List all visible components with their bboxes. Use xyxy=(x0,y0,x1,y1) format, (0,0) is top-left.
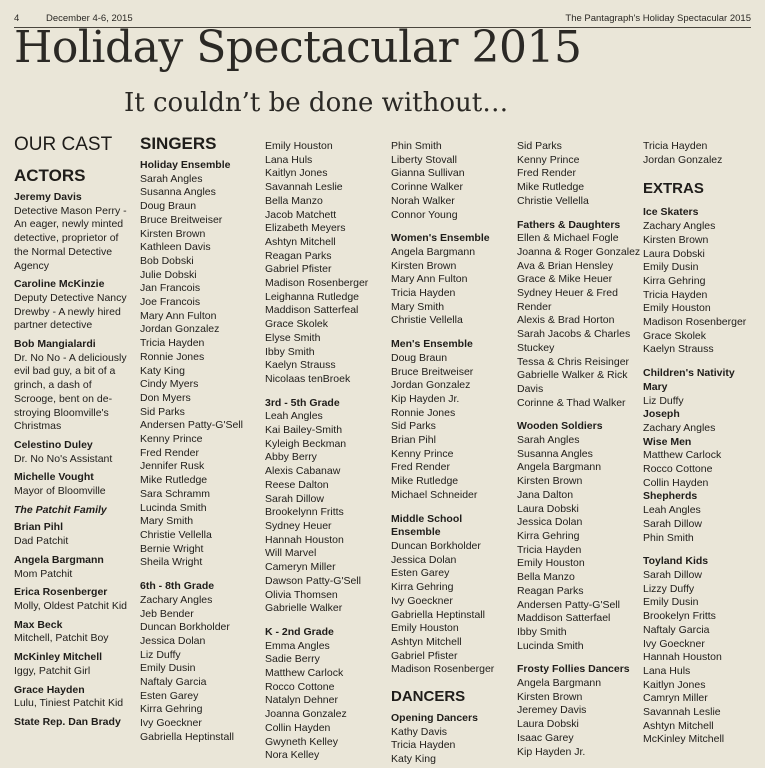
actor-entry xyxy=(14,684,132,711)
cast-member-name: Esten Garey xyxy=(391,567,450,580)
cast-member-name: Kenny Prince xyxy=(517,153,580,166)
cast-member-name: Christie Vellella xyxy=(391,314,463,327)
page-subhead: It couldn’t be done without… xyxy=(124,88,509,118)
cast-member-name: Nicolaas tenBroek xyxy=(265,372,351,385)
cast-member-name: Lana Huls xyxy=(265,153,313,166)
ice-skaters-list xyxy=(643,220,761,357)
cast-member-name: Gabriel Pfister xyxy=(391,649,458,662)
cast-member-name: Emily Dusin xyxy=(643,596,699,609)
toyland-kids-title: Toyland Kids xyxy=(643,555,709,568)
cast-member-name: Bob Dobski xyxy=(140,254,194,267)
cast-member-name: Jessica Dolan xyxy=(517,516,583,529)
cast-member-name: Abby Berry xyxy=(265,451,317,464)
holiday-ensemble-title: Holiday Ensemble xyxy=(140,159,231,171)
cast-member-name: Will Marvel xyxy=(265,547,317,560)
actor-entry xyxy=(14,191,132,273)
cast-member-name: Jacob Matchett xyxy=(265,208,337,221)
cast-member-name: Duncan Borkholder xyxy=(391,539,481,552)
cast-member-name: Alexis Cabanaw xyxy=(265,465,341,478)
cast-member-name: Reese Dalton xyxy=(265,478,329,491)
actor-name: Brian Pihl xyxy=(14,521,64,534)
cast-member-name: Christie Vellella xyxy=(517,194,589,207)
column-dancers xyxy=(517,140,641,759)
frosty-follies-title: Frosty Follies Dancers xyxy=(517,663,630,676)
grade-6-8-list xyxy=(140,594,258,745)
middle-school-ensemble-list xyxy=(391,540,511,677)
cast-member-name: Bernie Wright xyxy=(140,542,204,555)
cast-member-name: Kirra Gehring xyxy=(517,529,580,542)
cast-member-name: Leighanna Rutledge xyxy=(265,290,359,303)
nativity-role-title: Joseph xyxy=(643,408,680,421)
cast-member-name: Grace Skolek xyxy=(643,329,707,342)
cast-member-name: Gabrielle Walker & Rick xyxy=(517,369,628,382)
actor-role: Iggy, Patchit Girl xyxy=(14,664,91,677)
cast-member-name: Savannah Leslie xyxy=(265,181,343,194)
nativity-role-title: Mary xyxy=(643,380,668,393)
cast-member-name: Mary Smith xyxy=(391,300,445,313)
frosty-follies-list xyxy=(517,677,635,759)
cast-member-name: Isaac Garey xyxy=(517,731,574,744)
cast-member-name: Fred Render xyxy=(391,461,450,474)
cast-member-name: Render xyxy=(517,300,552,313)
cast-member-name: Sarah Dillow xyxy=(643,568,702,581)
patchit-family-list xyxy=(14,521,132,710)
cast-member-name: Alexis & Brad Horton xyxy=(517,314,615,327)
cast-member-name: Kirsten Brown xyxy=(517,690,583,703)
actor-name: Max Beck xyxy=(14,618,63,631)
column-singers-b xyxy=(265,140,385,763)
cast-member-name: Julie Dobski xyxy=(140,268,197,281)
nativity-roles xyxy=(643,381,761,545)
column-actors xyxy=(14,134,132,730)
patchit-family-title: The Patchit Family xyxy=(14,503,107,516)
actor-name: Celestino Duley xyxy=(14,438,93,451)
cast-member-name: Ivy Goeckner xyxy=(140,717,202,730)
cast-member-name: Ibby Smith xyxy=(265,345,315,358)
dancers-title: DANCERS xyxy=(391,688,466,706)
cast-member-name: Liz Duffy xyxy=(140,648,181,661)
cast-member-name: Tricia Hayden xyxy=(391,287,456,300)
actor-role: Detective Mason Perry - An eager, newly minted detective, proprietor of the Normal Detective Agency xyxy=(14,204,127,272)
cast-member-name: Christie Vellella xyxy=(140,528,212,541)
cast-member-name: Kirra Gehring xyxy=(643,274,706,287)
cast-member-name: Kirsten Brown xyxy=(517,475,583,488)
issue-date: December 4-6, 2015 xyxy=(46,13,133,24)
cast-member-name: Ivy Goeckner xyxy=(391,594,453,607)
cast-member-name: Elyse Smith xyxy=(265,331,321,344)
cast-member-name: Grace Skolek xyxy=(265,318,329,331)
cast-member-name: Kirsten Brown xyxy=(140,227,206,240)
cast-member-name: Leah Angles xyxy=(265,410,323,423)
cast-member-name: Laura Dobski xyxy=(517,502,579,515)
cast-member-name: Natalyn Dehner xyxy=(265,694,338,707)
cast-member-name: Norah Walker xyxy=(391,194,455,207)
grade-k-2-title: K - 2nd Grade xyxy=(265,625,334,638)
cast-member-name: Liberty Stovall xyxy=(391,153,457,166)
holiday-ensemble-list-cont xyxy=(391,140,511,222)
cast-member-name: Duncan Borkholder xyxy=(140,621,230,634)
cast-member-name: Andersen Patty-G'Sell xyxy=(517,598,620,611)
cast-member-name: Sid Parks xyxy=(391,420,436,433)
actor-name: Michelle Vought xyxy=(14,471,94,484)
cast-member-name: Mary Smith xyxy=(140,515,194,528)
cast-member-name: Sid Parks xyxy=(140,405,185,418)
wooden-soldiers-title: Wooden Soldiers xyxy=(517,420,603,433)
actor-entry xyxy=(14,278,132,333)
publication-name: The Pantagraph's Holiday Spectacular 2015 xyxy=(565,13,751,24)
cast-member-name: Sadie Berry xyxy=(265,653,320,666)
cast-member-name: Phin Smith xyxy=(391,140,442,152)
cast-member-name: Esten Garey xyxy=(140,689,199,702)
cast-member-name: Katy King xyxy=(140,364,185,377)
cast-member-name: Gianna Sullivan xyxy=(391,167,465,180)
nativity-role-title: Shepherds xyxy=(643,490,698,503)
cast-member-name: Kyleigh Beckman xyxy=(265,437,347,450)
cast-member-name: Angela Bargmann xyxy=(517,461,602,474)
cast-member-name: Rocco Cottone xyxy=(643,463,713,476)
cast-member-name: Lucinda Smith xyxy=(140,501,207,514)
cast-title: OUR CAST xyxy=(14,134,113,155)
cast-member-name: Mike Rutledge xyxy=(140,474,208,487)
actor-role: Molly, Oldest Patchit Kid xyxy=(14,599,128,612)
cast-member-name: Jeremey Davis xyxy=(517,704,587,717)
cast-member-name: Emily Houston xyxy=(517,557,585,570)
cast-member-name: Sydney Heuer & Fred xyxy=(517,287,618,300)
cast-member-name: Ashtyn Mitchell xyxy=(643,719,714,732)
cast-member-name: Brookelyn Fritts xyxy=(643,610,716,623)
cast-member-name: Emily Dusin xyxy=(643,261,699,274)
cast-member-name: Elizabeth Meyers xyxy=(265,222,346,235)
actor-name: McKinley Mitchell xyxy=(14,651,103,664)
cast-member-name: Brookelynn Fritts xyxy=(265,506,344,519)
cast-member-name: Ronnie Jones xyxy=(140,350,205,363)
toyland-kids-list xyxy=(643,569,761,747)
fathers-daughters-list xyxy=(517,232,641,410)
actor-entry xyxy=(14,586,132,613)
cast-member-name: Sarah Angles xyxy=(517,434,580,447)
cast-member-name: Sarah Dillow xyxy=(643,517,702,530)
cast-member-name: Susanna Angles xyxy=(140,186,216,199)
cast-member-name: Collin Hayden xyxy=(265,721,331,734)
cast-member-name: Zachary Angles xyxy=(140,593,213,606)
cast-member-name: Joe Francois xyxy=(140,296,201,309)
cast-member-name: Hannah Houston xyxy=(643,651,722,664)
grade-3-5-title: 3rd - 5th Grade xyxy=(265,396,340,409)
cast-member-name: Katy King xyxy=(391,753,436,766)
cast-member-name: Fred Render xyxy=(517,167,576,180)
cast-member-name: Madison Rosenberger xyxy=(265,277,369,290)
middle-school-ensemble-title: Middle School Ensemble xyxy=(391,512,463,539)
cast-member-name: Ava & Brian Hensley xyxy=(517,259,614,272)
extras-title: EXTRAS xyxy=(643,180,704,198)
actors-title: ACTORS xyxy=(14,166,86,185)
cast-member-name: Emma Angles xyxy=(265,639,330,652)
grade-6-8-title: 6th - 8th Grade xyxy=(140,580,215,593)
cast-member-name: Kirra Gehring xyxy=(391,581,454,594)
cast-member-name: Stuckey xyxy=(517,341,555,354)
actor-name: Angela Bargmann xyxy=(14,553,104,566)
cast-member-name: Brian Pihl xyxy=(391,434,436,447)
ice-skaters-title: Ice Skaters xyxy=(643,206,699,219)
cast-member-name: Dawson Patty-G'Sell xyxy=(265,574,361,587)
cast-member-name: Jana Dalton xyxy=(517,488,574,501)
cast-member-name: Nora Kelley xyxy=(265,749,320,762)
cast-member-name: Joanna & Roger Gonzalez xyxy=(517,245,641,258)
cast-member-name: Kaelyn Strauss xyxy=(643,343,714,356)
cast-member-name: Tricia Hayden xyxy=(643,288,708,301)
cast-member-name: Grace & Mike Heuer xyxy=(517,273,613,286)
cast-member-name: Bella Manzo xyxy=(517,571,575,584)
cast-member-name: Gabriella Heptinstall xyxy=(391,608,485,621)
cast-member-name: Tricia Hayden xyxy=(517,543,582,556)
cast-member-name: Naftaly Garcia xyxy=(140,676,207,689)
cast-member-name: Gabriel Pfister xyxy=(265,263,332,276)
cast-member-name: Leah Angles xyxy=(643,504,701,517)
cast-member-name: Jordan Gonzalez xyxy=(391,379,471,392)
cast-member-name: Madison Rosenberger xyxy=(391,663,495,676)
cast-member-name: Sid Parks xyxy=(517,140,562,152)
cast-member-name: Rocco Cottone xyxy=(265,680,335,693)
opening-dancers-title: Opening Dancers xyxy=(391,712,478,725)
cast-member-name: Kaitlyn Jones xyxy=(643,678,706,691)
cast-member-name: Maddison Satterfeal xyxy=(265,304,359,317)
cast-member-name: Jennifer Rusk xyxy=(140,460,205,473)
cast-member-name: Bruce Breitweiser xyxy=(391,365,474,378)
nativity-role-title: Wise Men xyxy=(643,435,692,448)
cast-member-name: Tricia Hayden xyxy=(643,140,708,152)
cast-member-name: Mike Rutledge xyxy=(391,475,459,488)
cast-member-name: Emily Houston xyxy=(391,622,459,635)
cast-member-name: Mike Rutledge xyxy=(517,181,585,194)
column-singers-a xyxy=(140,134,258,745)
cast-member-name: Ibby Smith xyxy=(517,625,567,638)
holiday-ensemble-list-cont xyxy=(265,140,385,387)
cast-member-name: Olivia Thomsen xyxy=(265,588,338,601)
actor-entry xyxy=(14,651,132,678)
column-extras xyxy=(643,140,761,747)
cast-member-name: Corinne Walker xyxy=(391,181,463,194)
cast-member-name: Zachary Angles xyxy=(643,421,716,434)
cast-member-name: Sara Schramm xyxy=(140,487,211,500)
cast-member-name: Kai Bailey-Smith xyxy=(265,424,343,437)
cast-member-name: Jordan Gonzalez xyxy=(643,153,723,166)
cast-member-name: Susanna Angles xyxy=(517,447,593,460)
cast-member-name: Michael Schneider xyxy=(391,488,478,501)
cast-member-name: Jeb Bender xyxy=(140,607,194,620)
cast-member-name: Kirsten Brown xyxy=(643,233,709,246)
column-singers-c xyxy=(391,140,511,767)
state-rep: State Rep. Dan Brady xyxy=(14,715,121,728)
cast-member-name: Hannah Houston xyxy=(265,533,344,546)
cast-member-name: Jan Francois xyxy=(140,282,201,295)
holiday-ensemble-list xyxy=(140,173,258,570)
actor-name: Grace Hayden xyxy=(14,683,85,696)
wooden-soldiers-list xyxy=(517,434,635,653)
cast-member-name: Lizzy Duffy xyxy=(643,582,695,595)
cast-member-name: Gabrielle Walker xyxy=(265,602,343,615)
actor-entry xyxy=(14,521,132,548)
cast-member-name: Camryn Miller xyxy=(643,692,708,705)
cast-member-name: Emily Houston xyxy=(265,140,333,152)
cast-member-name: Zachary Angles xyxy=(643,220,716,233)
cast-member-name: Corinne & Thad Walker xyxy=(517,396,626,409)
actors-list xyxy=(14,191,132,499)
cast-member-name: Sydney Heuer xyxy=(265,519,332,532)
cast-member-name: Kaitlyn Jones xyxy=(265,167,328,180)
cast-member-name: Don Myers xyxy=(140,391,191,404)
cast-member-name: Sarah Dillow xyxy=(265,492,324,505)
cast-member-name: Kirsten Brown xyxy=(391,259,457,272)
cast-member-name: Jessica Dolan xyxy=(140,634,206,647)
cast-member-name: Kirra Gehring xyxy=(140,703,203,716)
cast-member-name: Kathleen Davis xyxy=(140,241,211,254)
actor-entry xyxy=(14,439,132,466)
cast-member-name: Tricia Hayden xyxy=(140,337,205,350)
cast-member-name: Kenny Prince xyxy=(391,447,454,460)
cast-member-name: Reagan Parks xyxy=(265,249,332,262)
holiday-ensemble-list-cont xyxy=(643,140,761,167)
cast-member-name: Andersen Patty-G'Sell xyxy=(140,419,243,432)
holiday-ensemble-list-cont xyxy=(517,140,635,209)
cast-member-name: Naftaly Garcia xyxy=(643,623,710,636)
cast-member-name: Kenny Prince xyxy=(140,433,203,446)
cast-member-name: Liz Duffy xyxy=(643,394,684,407)
cast-member-name: Davis xyxy=(517,382,544,395)
actor-name: Bob Mangialardi xyxy=(14,338,96,351)
cast-member-name: Doug Braun xyxy=(391,351,448,364)
actor-role: Mayor of Bloomville xyxy=(14,485,106,498)
cast-member-name: Cindy Myers xyxy=(140,378,199,391)
cast-member-name: Kip Hayden Jr. xyxy=(517,745,586,758)
cast-member-name: Jordan Gonzalez xyxy=(140,323,220,336)
cast-member-name: Kip Hayden Jr. xyxy=(391,392,460,405)
cast-member-name: Mary Ann Fulton xyxy=(391,273,468,286)
cast-member-name: Doug Braun xyxy=(140,200,197,213)
cast-member-name: Angela Bargmann xyxy=(517,677,602,690)
cast-member-name: Sarah Angles xyxy=(140,172,203,185)
grade-k-2-list xyxy=(265,640,385,763)
cast-member-name: Angela Bargmann xyxy=(391,245,476,258)
cast-member-name: Ashtyn Mitchell xyxy=(265,235,336,248)
cast-member-name: Sheila Wright xyxy=(140,556,203,569)
grade-3-5-list xyxy=(265,410,385,616)
cast-member-name: Gabriella Heptinstall xyxy=(140,730,234,743)
cast-member-name: Gwyneth Kelley xyxy=(265,735,338,748)
cast-member-name: Sarah Jacobs & Charles xyxy=(517,328,631,341)
cast-member-name: Matthew Carlock xyxy=(643,449,722,462)
actor-role: Mitchell, Patchit Boy xyxy=(14,632,109,645)
cast-member-name: Connor Young xyxy=(391,208,458,221)
cast-member-name: Tessa & Chris Reisinger xyxy=(517,355,630,368)
actor-name: Caroline McKinzie xyxy=(14,278,105,291)
actor-role: Dr. No No - A deliciously evil bad guy, a bit of a grinch, a dash of Scrooge, bent on de-stroying Bloomville's Christmas xyxy=(14,351,127,433)
cast-member-name: Savannah Leslie xyxy=(643,706,721,719)
fathers-daughters-title: Fathers & Daughters xyxy=(517,218,621,231)
cast-member-name: Ronnie Jones xyxy=(391,406,456,419)
actor-entry xyxy=(14,619,132,646)
actor-role: Deputy Detective Nancy Drewby - A newly hired partner detective xyxy=(14,291,127,332)
actor-entry xyxy=(14,338,132,434)
cast-member-name: Reagan Parks xyxy=(517,584,584,597)
cast-member-name: Mary Ann Fulton xyxy=(140,309,217,322)
childrens-nativity-title: Children's Nativity xyxy=(643,367,735,380)
singers-title: SINGERS xyxy=(140,134,217,153)
actor-name: Erica Rosenberger xyxy=(14,586,108,599)
cast-member-name: Kaelyn Strauss xyxy=(265,359,336,372)
cast-member-name: Bella Manzo xyxy=(265,194,323,207)
actor-role: Mom Patchit xyxy=(14,567,73,580)
cast-member-name: Laura Dobski xyxy=(517,718,579,731)
actor-entry xyxy=(14,554,132,581)
cast-member-name: Ellen & Michael Fogle xyxy=(517,232,619,245)
cast-member-name: Kathy Davis xyxy=(391,725,448,738)
cast-member-name: Madison Rosenberger xyxy=(643,316,747,329)
cast-member-name: Cameryn Miller xyxy=(265,561,336,574)
cast-member-name: Phin Smith xyxy=(643,531,694,544)
cast-member-name: Joanna Gonzalez xyxy=(265,708,347,721)
cast-member-name: Ashtyn Mitchell xyxy=(391,635,462,648)
womens-ensemble-list xyxy=(391,246,511,328)
cast-member-name: Jessica Dolan xyxy=(391,553,457,566)
cast-member-name: Tricia Hayden xyxy=(391,739,456,752)
actor-name: Jeremy Davis xyxy=(14,191,82,203)
cast-member-name: Collin Hayden xyxy=(643,476,709,489)
mens-ensemble-title: Men's Ensemble xyxy=(391,338,473,351)
actor-role: Dad Patchit xyxy=(14,535,69,548)
cast-member-name: McKinley Mitchell xyxy=(643,733,725,746)
cast-member-name: Lucinda Smith xyxy=(517,639,584,652)
mens-ensemble-list xyxy=(391,352,511,503)
actor-role: Lulu, Tiniest Patchit Kid xyxy=(14,697,124,710)
cast-member-name: Matthew Carlock xyxy=(265,667,344,680)
cast-member-name: Fred Render xyxy=(140,446,199,459)
cast-member-name: Ivy Goeckner xyxy=(643,637,705,650)
cast-member-name: Lana Huls xyxy=(643,664,691,677)
womens-ensemble-title: Women's Ensemble xyxy=(391,232,490,245)
cast-member-name: Emily Dusin xyxy=(140,662,196,675)
page-headline: Holiday Spectacular 2015 xyxy=(14,22,582,73)
page-number: 4 xyxy=(14,13,20,24)
cast-member-name: Maddison Satterfael xyxy=(517,612,611,625)
cast-member-name: Laura Dobski xyxy=(643,247,705,260)
cast-member-name: Emily Houston xyxy=(643,302,711,315)
actor-entry xyxy=(14,471,132,498)
actor-role: Dr. No No's Assistant xyxy=(14,452,113,465)
opening-dancers-list xyxy=(391,726,511,767)
cast-member-name: Bruce Breitweiser xyxy=(140,213,223,226)
